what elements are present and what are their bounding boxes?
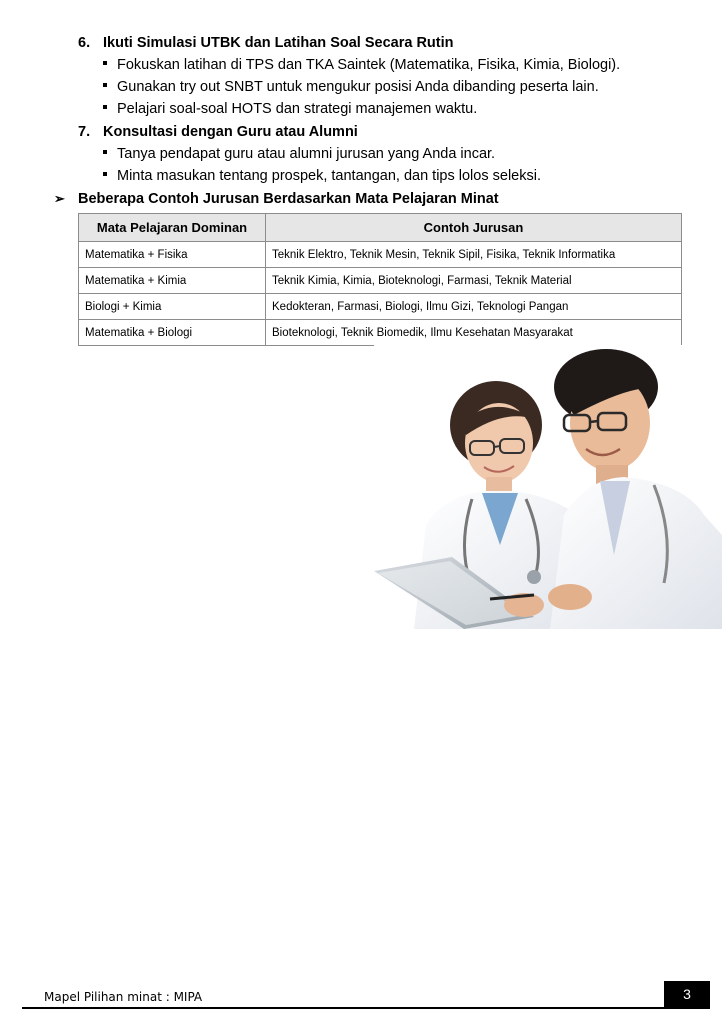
- table-header-cell: Mata Pelajaran Dominan: [79, 214, 266, 242]
- square-bullet-icon: [103, 61, 107, 65]
- examples-heading: [54, 190, 499, 208]
- table-cell: Bioteknologi, Teknik Biomedik, Ilmu Kesehatan Masyarakat: [266, 320, 682, 346]
- table-cell: Teknik Kimia, Kimia, Bioteknologi, Farmasi, Teknik Material: [266, 268, 682, 294]
- table-row: [79, 320, 682, 346]
- page-number: 3: [664, 981, 710, 1008]
- section-6-bullet-3: [103, 100, 477, 118]
- table-cell: Matematika + Kimia: [79, 268, 266, 294]
- table-header-cell: Contoh Jurusan: [266, 214, 682, 242]
- doctors-illustration: [374, 345, 722, 629]
- section-7-bullet-2: [103, 167, 541, 185]
- table-cell: Teknik Elektro, Teknik Mesin, Teknik Sipil, Fisika, Teknik Informatika: [266, 242, 682, 268]
- section-7-number: 7.: [78, 124, 91, 140]
- table-row: [79, 268, 682, 294]
- bullet-text: Pelajari soal-soal HOTS dan strategi manajemen waktu.: [117, 101, 478, 117]
- table-row: [79, 294, 682, 320]
- bullet-text: Fokuskan latihan di TPS dan TKA Saintek (Matematika, Fisika, Kimia, Biologi).: [117, 57, 621, 73]
- square-bullet-icon: [103, 105, 107, 109]
- square-bullet-icon: [103, 150, 107, 154]
- examples-heading-text: Beberapa Contoh Jurusan Berdasarkan Mata Pelajaran Minat: [78, 191, 499, 207]
- section-7-heading: [78, 123, 358, 141]
- footer-divider: [22, 1007, 710, 1009]
- majors-table: [78, 213, 682, 346]
- section-7-bullet-1: [103, 145, 495, 163]
- square-bullet-icon: [103, 172, 107, 176]
- square-bullet-icon: [103, 83, 107, 87]
- bullet-text: Minta masukan tentang prospek, tantangan, dan tips lolos seleksi.: [117, 168, 541, 184]
- doctors-photo: [374, 345, 722, 629]
- table-cell: Kedokteran, Farmasi, Biologi, Ilmu Gizi, Teknologi Pangan: [266, 294, 682, 320]
- bullet-text: Tanya pendapat guru atau alumni jurusan yang Anda incar.: [117, 146, 496, 162]
- section-7-title: Konsultasi dengan Guru atau Alumni: [103, 124, 358, 140]
- section-6-number: 6.: [78, 35, 91, 51]
- table-cell: Matematika + Fisika: [79, 242, 266, 268]
- arrow-bullet-icon: ➢: [54, 191, 65, 206]
- bullet-text: Gunakan try out SNBT untuk mengukur posisi Anda dibanding peserta lain.: [117, 79, 599, 95]
- section-6-heading: [78, 34, 454, 52]
- section-6-title: Ikuti Simulasi UTBK dan Latihan Soal Secara Rutin: [103, 35, 454, 51]
- table-cell: Matematika + Biologi: [79, 320, 266, 346]
- footer-text: Mapel Pilihan minat : MIPA: [44, 990, 203, 1004]
- table-row: [79, 242, 682, 268]
- section-6-bullet-2: [103, 78, 599, 96]
- section-6-bullet-1: [103, 56, 620, 74]
- table-header-row: [79, 214, 682, 242]
- table-cell: Biologi + Kimia: [79, 294, 266, 320]
